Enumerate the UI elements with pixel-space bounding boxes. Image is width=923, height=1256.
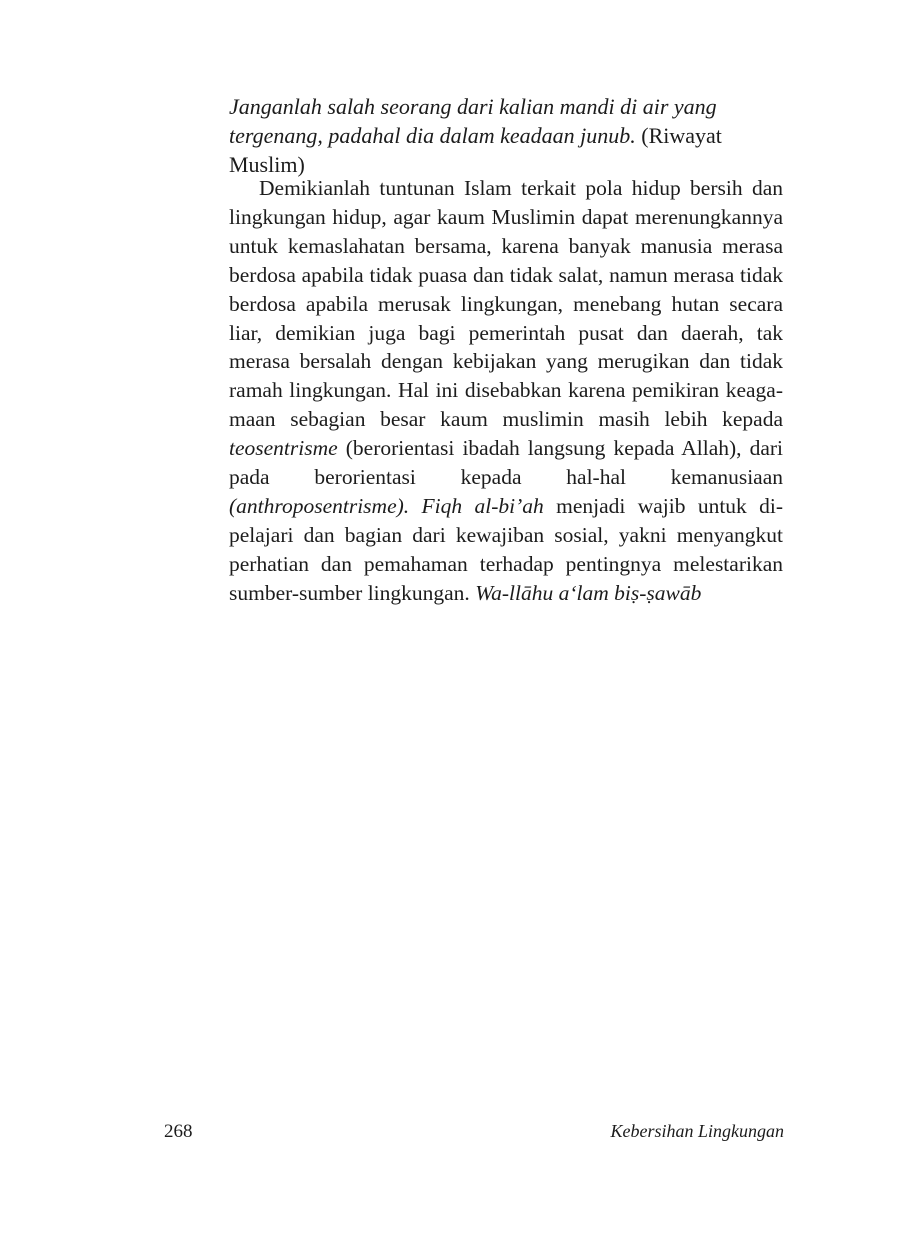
closing-phrase: Wa-llāhu a‘lam biṣ-ṣawāb bbox=[475, 580, 702, 605]
paragraph-part-1: Demikianlah tuntunan Islam terkait pola hidup bersih dan lingkungan hidup, agar kaum Muslimin dapat merenungkannya untuk kemaslahatan bersama, karena banyak manusia merasa berdosa apabila tidak puasa dan tidak salat, namun merasa tidak berdosa apabila merusak lingkungan, menebang hutan secara liar, demikian juga bagi pemerintah pusat dan daerah, tak merasa bersalah dengan kebijakan yang merugikan dan tidak ramah lingkungan. Hal ini disebabkan karena pemikiran keagamaan sebagian besar kaum muslimin masih lebih kepada bbox=[229, 176, 783, 432]
page-number: 268 bbox=[164, 1121, 193, 1142]
hadith-quote-text: Janganlah salah seorang dari kalian mandi di air yang tergenang, padahal dia dalam keadaan junub. bbox=[229, 94, 717, 148]
paragraph-part-2: (berorientasi ibadah langsung kepada Allah), dari pada berorientasi kepada hal-hal kemanusiaan bbox=[229, 436, 784, 490]
paragraph-part-3: menjadi wajib untuk dipelajari dan bagian dari kewajiban sosial, yakni menyangkut perhatian dan pemahaman terhadap pentingnya melestarikan sumber-sumber lingkungan. bbox=[229, 493, 784, 605]
hadith-source: (Riwayat Muslim) bbox=[229, 123, 722, 177]
running-title: Kebersihan Lingkungan bbox=[610, 1121, 784, 1141]
term-anthroposentrisme: (anthroposentrisme). bbox=[229, 493, 410, 518]
page-footer bbox=[164, 1121, 784, 1145]
hadith-quote bbox=[229, 92, 783, 179]
term-teosentrisme: teosentrisme bbox=[229, 436, 338, 461]
body-paragraph bbox=[229, 174, 783, 608]
term-fiqh-al-biah: Fiqh al-bi’ah bbox=[421, 493, 544, 518]
